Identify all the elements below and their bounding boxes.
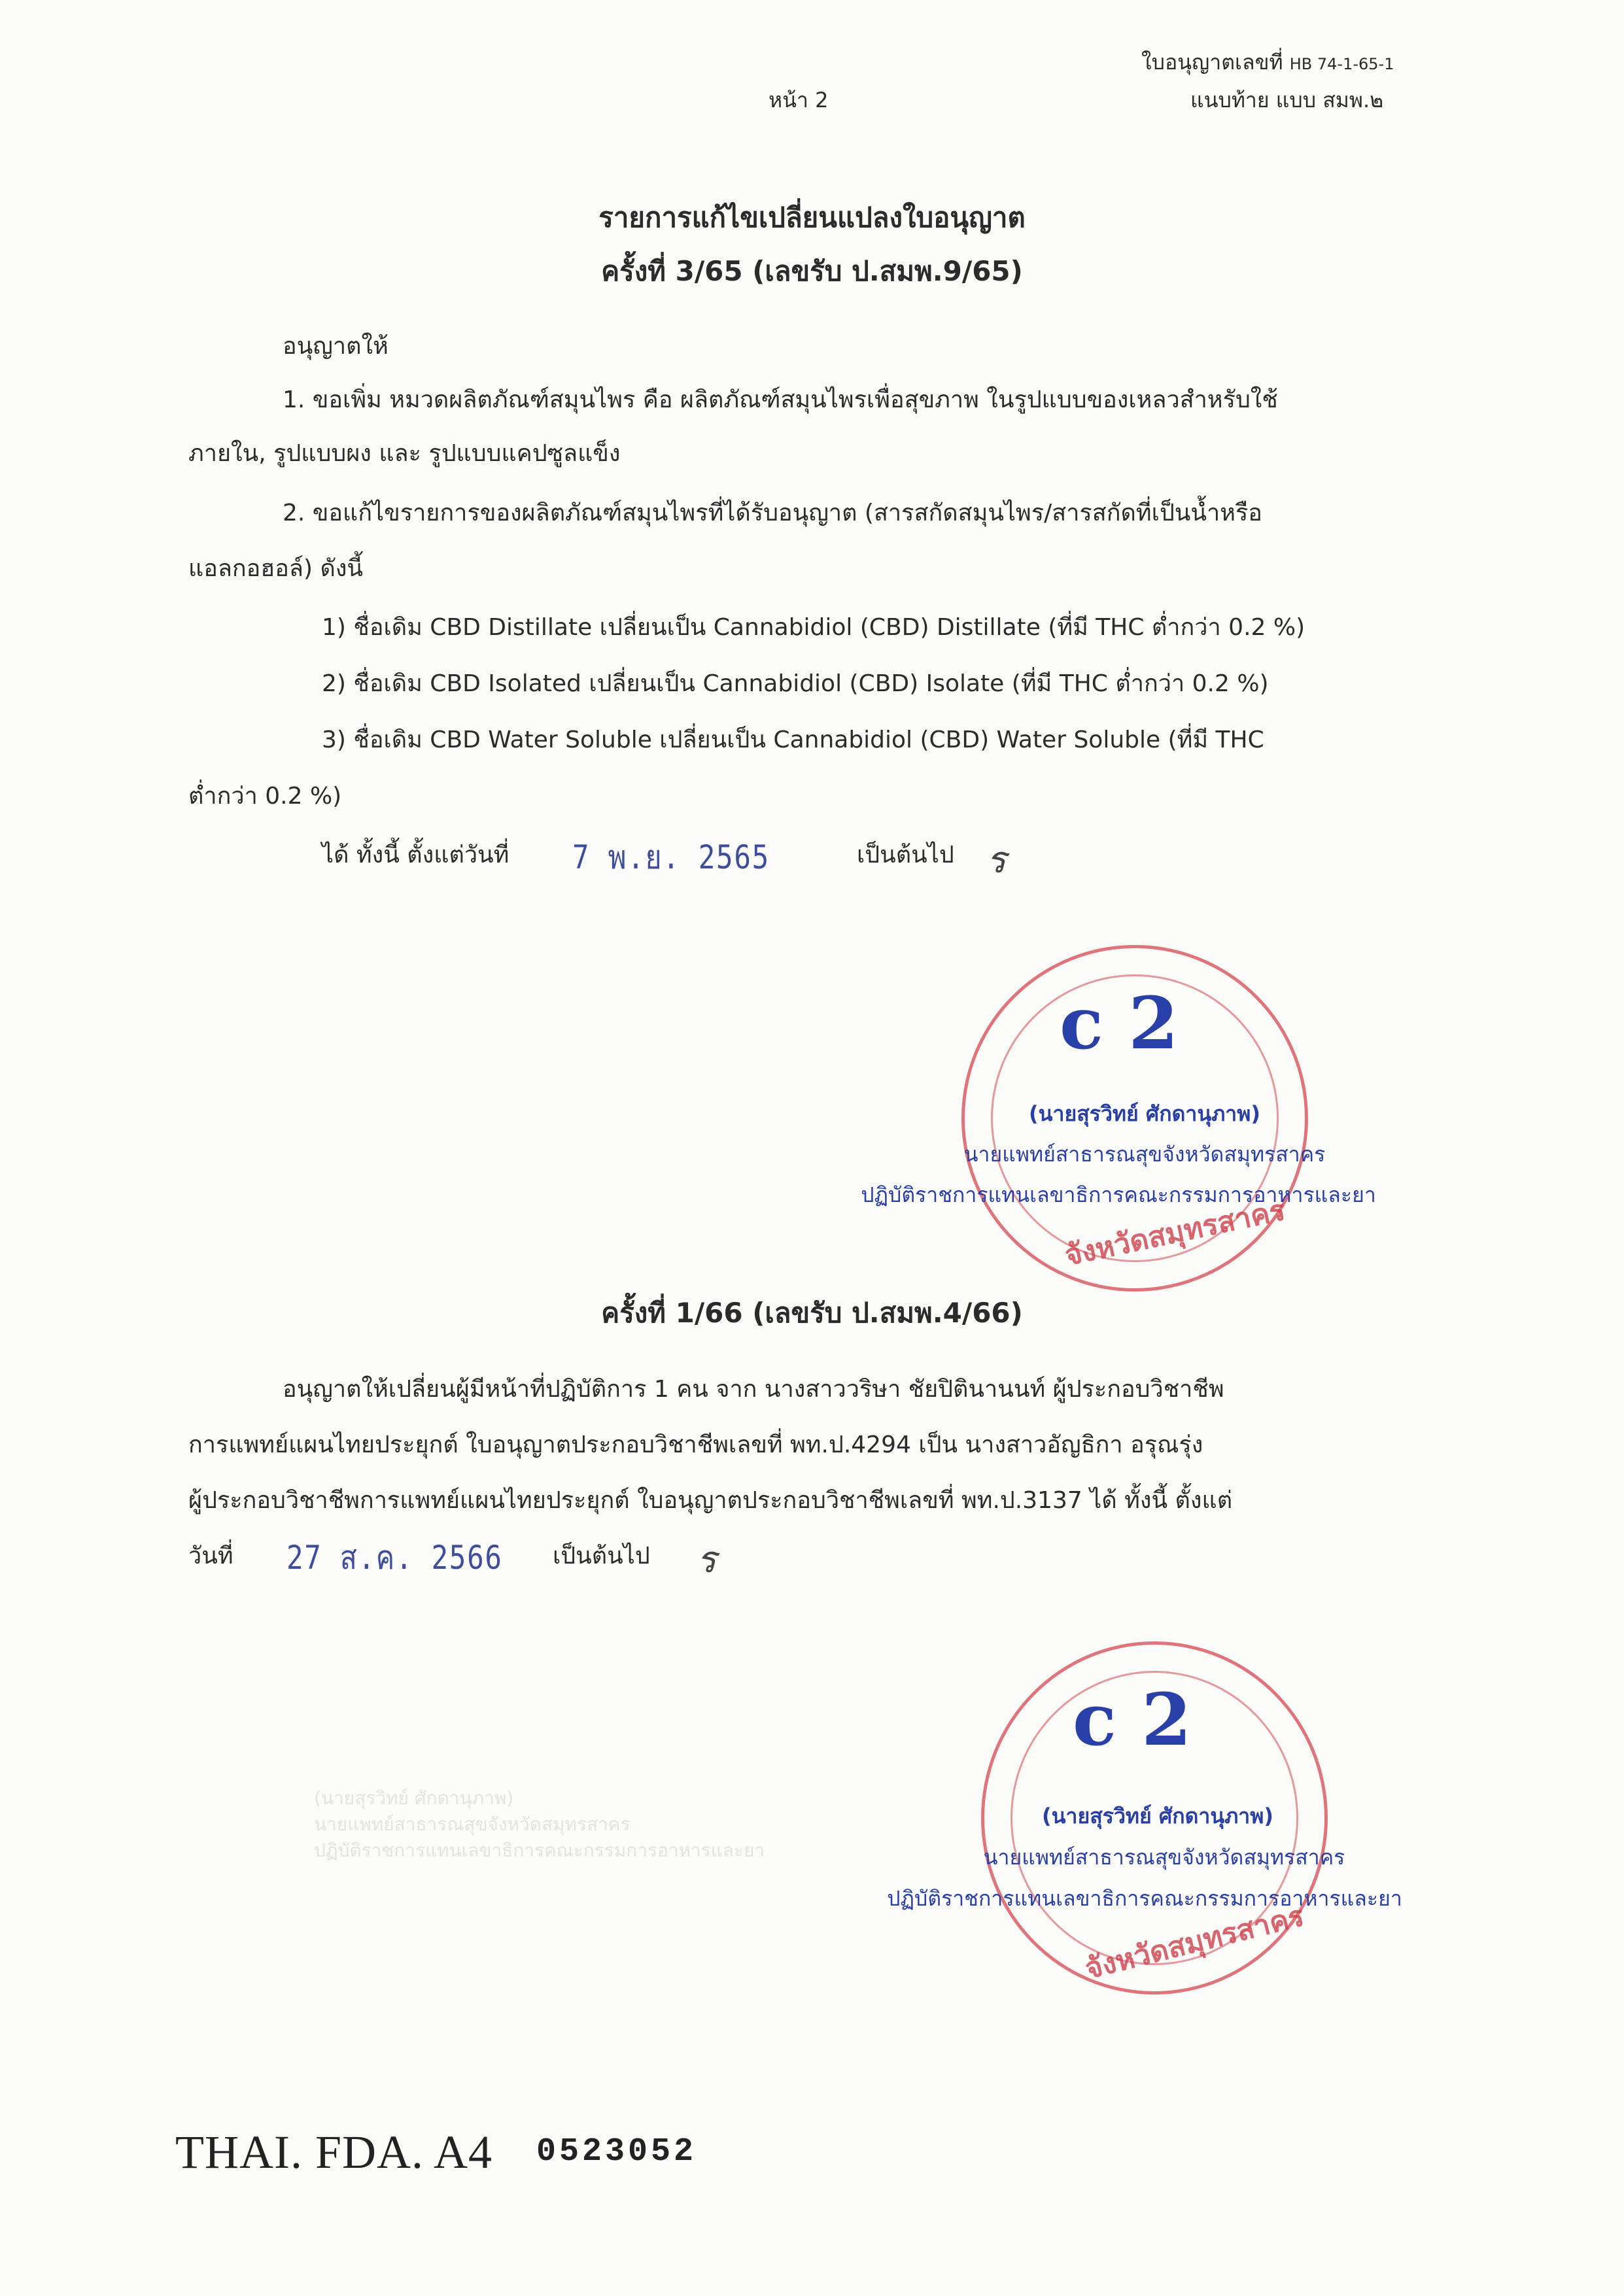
section1-effective-prefix: ได้ ทั้งนี้ ตั้งแต่วันที่ bbox=[322, 842, 510, 868]
section1-item2-line2: แอลกอฮอล์) ดังนี้ bbox=[188, 555, 364, 582]
section2-line2: การแพทย์แผนไทยประยุกต์ ใบอนุญาตประกอบวิชาชีพเลขที่ พท.ป.4294 เป็น นางสาวอัญธิกา อรุณรุ่ง bbox=[188, 1431, 1203, 1458]
signer-position-2: นายแพทย์สาธารณสุขจังหวัดสมุทรสาคร bbox=[983, 1845, 1345, 1870]
bleed-through-line-1: (นายสุรวิทย์ ศักดานุภาพ) bbox=[314, 1787, 514, 1809]
document-title: รายการแก้ไขเปลี่ยนแปลงใบอนุญาต bbox=[598, 201, 1026, 233]
signature-scribble-2: c 2 bbox=[1073, 1677, 1192, 1762]
page-number: หน้า 2 bbox=[769, 88, 829, 112]
bleed-through-line-2: นายแพทย์สาธารณสุขจังหวัดสมุทรสาคร bbox=[314, 1813, 631, 1835]
section1-subtitle: ครั้งที่ 3/65 (เลขรับ ป.สมพ.9/65) bbox=[601, 255, 1023, 287]
section2-line1: อนุญาตให้เปลี่ยนผู้มีหน้าที่ปฏิบัติการ 1 คน จาก นางสาววริษา ชัยปิตินานนท์ ผู้ประกอบวิชาชีพ bbox=[283, 1376, 1224, 1403]
section1-initials: ร bbox=[986, 839, 1007, 882]
section2-date-stamp: 27 ส.ค. 2566 bbox=[286, 1539, 503, 1577]
license-label: ใบอนุญาตเลขที่ bbox=[1141, 50, 1283, 75]
section1-intro: อนุญาตให้ bbox=[283, 333, 389, 360]
license-number-header bbox=[1141, 46, 1394, 79]
signer-name-2: (นายสุรวิทย์ ศักดานุภาพ) bbox=[1042, 1804, 1273, 1828]
section1-date-stamp: 7 พ.ย. 2565 bbox=[572, 838, 770, 876]
section1-item1-line2: ภายใน, รูปแบบผง และ รูปแบบแคปซูลแข็ง bbox=[188, 440, 621, 467]
bleed-through-text bbox=[314, 1785, 785, 1864]
license-number: HB 74-1-65-1 bbox=[1289, 55, 1394, 73]
section1-effective-suffix: เป็นต้นไป bbox=[857, 842, 954, 868]
section2-date-prefix: วันที่ bbox=[188, 1543, 233, 1569]
section1-sub2: 2) ชื่อเดิม CBD Isolated เปลี่ยนเป็น Cannabidiol (CBD) Isolate (ที่มี THC ต่ำกว่า 0.2 %) bbox=[322, 670, 1269, 697]
footer-serial-code: 0523052 bbox=[536, 2133, 697, 2170]
signer-position-1: นายแพทย์สาธารณสุขจังหวัดสมุทรสาคร bbox=[963, 1142, 1326, 1167]
signer-name-1: (นายสุรวิทย์ ศักดานุภาพ) bbox=[1029, 1101, 1260, 1126]
section2-subtitle: ครั้งที่ 1/66 (เลขรับ ป.สมพ.4/66) bbox=[601, 1297, 1023, 1329]
section2-effective-suffix: เป็นต้นไป bbox=[553, 1543, 650, 1569]
section2-initials: ร bbox=[697, 1539, 717, 1581]
signature-scribble-1: c 2 bbox=[1060, 981, 1179, 1065]
seal-text: จังหวัดสมุทรสาคร bbox=[1082, 1899, 1307, 1986]
section1-item1-line1: 1. ขอเพิ่ม หมวดผลิตภัณฑ์สมุนไพร คือ ผลิตภัณฑ์สมุนไพรเพื่อสุขภาพ ในรูปแบบของเหลวสำหรับใช้ bbox=[283, 386, 1278, 413]
section1-sub1: 1) ชื่อเดิม CBD Distillate เปลี่ยนเป็น Cannabidiol (CBD) Distillate (ที่มี THC ต่ำกว่า 0.2 %) bbox=[322, 614, 1305, 641]
seal-text: จังหวัดสมุทรสาคร bbox=[1062, 1193, 1288, 1273]
annex-label: แนบท้าย แบบ สมพ.๒ bbox=[1190, 88, 1384, 112]
section2-line3: ผู้ประกอบวิชาชีพการแพทย์แผนไทยประยุกต์ ใบอนุญาตประกอบวิชาชีพเลขที่ พท.ป.3137 ได้ ทั้งนี้ ตั้งแต่ bbox=[188, 1487, 1233, 1514]
bleed-through-line-3: ปฏิบัติราชการแทนเลขาธิการคณะกรรมการอาหารและยา bbox=[314, 1840, 765, 1861]
signer-acting-1: ปฏิบัติราชการแทนเลขาธิการคณะกรรมการอาหารและยา bbox=[861, 1182, 1376, 1207]
section1-sub3-line1: 3) ชื่อเดิม CBD Water Soluble เปลี่ยนเป็น Cannabidiol (CBD) Water Soluble (ที่มี THC bbox=[322, 727, 1264, 753]
section1-item2-line1: 2. ขอแก้ไขรายการของผลิตภัณฑ์สมุนไพรที่ได้รับอนุญาต (สารสกัดสมุนไพร/สารสกัดที่เป็นน้ำหรือ bbox=[283, 500, 1262, 526]
section1-sub3-line2: ต่ำกว่า 0.2 %) bbox=[188, 783, 342, 810]
footer-form-mark: THAI. FDA. A4 bbox=[175, 2126, 493, 2178]
signer-acting-2: ปฏิบัติราชการแทนเลขาธิการคณะกรรมการอาหารและยา bbox=[887, 1886, 1402, 1911]
